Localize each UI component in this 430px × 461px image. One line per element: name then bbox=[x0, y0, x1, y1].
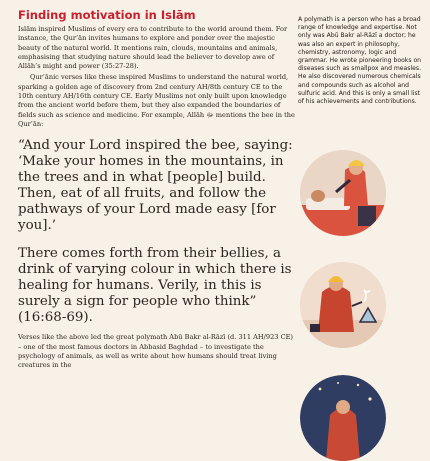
illustration-astronomy bbox=[300, 375, 386, 461]
main-column bbox=[18, 8, 298, 372]
polymath-sidebar: A polymath is a person who has a broad range of knowledge and expertise. Not only was Abū Bakr al-Rāzī a doctor; he was also an expert in philosophy, chemistry, astronomy, logic and grammar. He wrote pioneering books on diseases such as smallpox and measles. He also discovered numerous chemicals and compounds such as alcohol and sulfuric acid. And this is only a small list of his achievements and contributions. bbox=[298, 16, 422, 106]
quran-quote-part-1: “And your Lord inspired the bee, saying: ‘Make your homes in the mountains, in the trees and in what [people] build. Then, eat of all fruits, and follow the pathways of your Lord made easy [for you].’ bbox=[18, 138, 293, 234]
intro-paragraph: Islām inspired Muslims of every era to contribute to the world around them. For instance, the Qur’ān invites humans to explore and ponder over the majestic beauty of the natural world. It mentions rain, clouds, mountains and animals, emphasising that studying nature should lead the believer to develop awe of Allāh’s might and power (35:27-28). bbox=[18, 25, 288, 71]
quran-quote-part-2: There comes forth from their bellies, a drink of varying colour in which there is healing for humans. Verily, in this is surely a sign for people who think” (16:68-69). bbox=[18, 246, 292, 326]
illustration-chemistry bbox=[300, 262, 386, 348]
illustration-doctor-patient bbox=[300, 150, 386, 236]
closing-paragraph: Verses like the above led the great polymath Abū Bakr al-Rāzī (d. 311 AH/923 CE) – one of the most famous doctors in Abbasid Baghdad – to investigate the psychology of animals, as well as write about how humans should treat living creatures in the bbox=[18, 333, 294, 370]
section-heading: Finding motivation in Islām bbox=[18, 8, 196, 22]
body-paragraph: Qur’ānic verses like these inspired Muslims to understand the natural world, sparking a golden age of discovery from 2nd century AH/8th century CE to the 10th century AH/16th century CE. Early Muslims not only built upon knowledge from the ancient world before them, but they also expanded the boundaries of fields such as science and medicine. For example, Allāh ﷻ mentions the bee in the Qur’ān: bbox=[18, 73, 295, 128]
